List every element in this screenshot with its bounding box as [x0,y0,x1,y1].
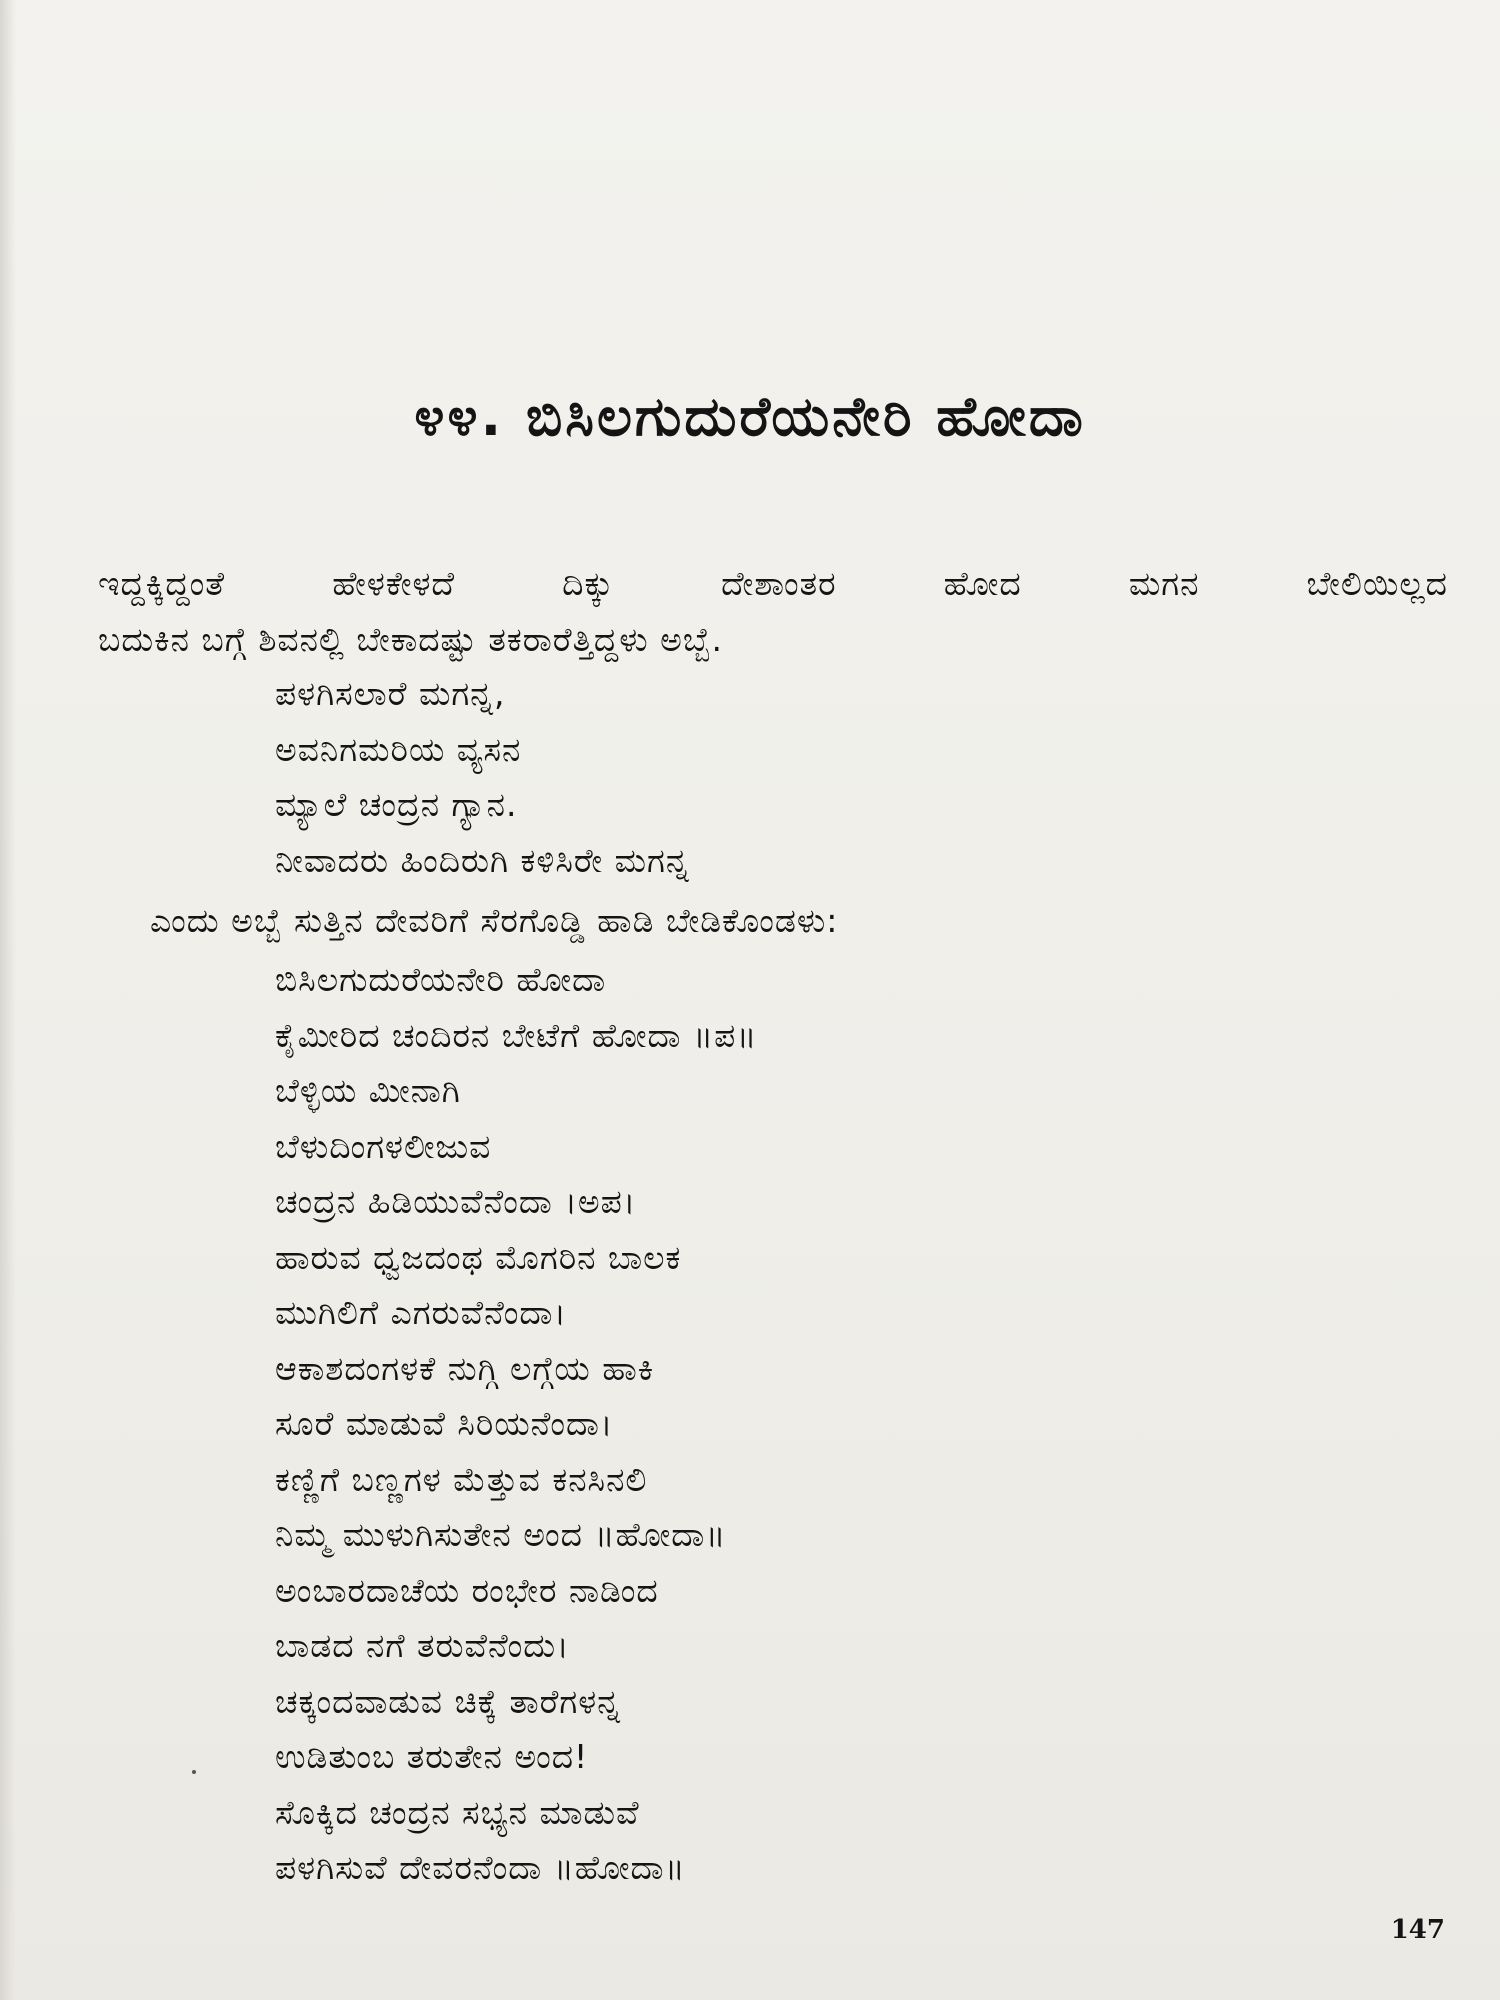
song-line: ಕೈಮೀರಿದ ಚಂದಿರನ ಬೇಟೆಗೆ ಹೋದಾ ॥ಪ॥ [275,1015,758,1055]
song-line: ಬೆಳ್ಳಿಯ ಮೀನಾಗಿ [275,1071,461,1110]
song-line: ಕಣ್ಣಿಗೆ ಬಣ್ಣಗಳ ಮೆತ್ತುವ ಕನಸಿನಲಿ [275,1459,648,1499]
song-line: ಸೊಕ್ಕಿದ ಚಂದ್ರನ ಸಭ್ಯನ ಮಾಡುವೆ [275,1792,640,1832]
song-line: ಆಕಾಶದಂಗಳಕೆ ನುಗ್ಗಿ ಲಗ್ಗೆಯ ಹಾಕಿ [275,1348,655,1388]
song-line: ಸೂರೆ ಮಾಡುವೆ ಸಿರಿಯನೆಂದಾ। [275,1404,614,1443]
song-line: ಚಂದ್ರನ ಹಿಡಿಯುವೆನೆಂದಾ ।ಅಪ। [275,1182,637,1221]
song-line: ಚಕ್ಕಂದವಾಡುವ ಚಿಕ್ಕೆ ತಾರೆಗಳನ್ನ [275,1681,621,1721]
page-number: 147 [1390,1915,1445,1945]
verse-stanza-1 [275,666,1375,888]
page-gutter-shadow [0,0,16,2000]
song-line: ಉಡಿತುಂಬ ತರುತೇನ ಅಂದ! [275,1737,589,1776]
chapter-title: ೪೪. ಬಿಸಿಲಗುದುರೆಯನೇರಿ ಹೋದಾ [414,385,1086,448]
verse-line: ಮ್ಯಾಲೆ ಚಂದ್ರನ ಗ್ಯಾನ. [275,785,518,824]
song-verses [275,952,1375,1896]
song-line: ಹಾರುವ ಧ್ವಜದಂಥ ಮೊಗರಿನ ಬಾಲಕ [275,1237,682,1277]
invocation-line: ಎಂದು ಅಬ್ಬೆ ಸುತ್ತಿನ ದೇವರಿಗೆ ಸೆರಗೊಡ್ಡಿ ಹಾಡಿ ಬೇಡಿಕೊಂಡಳು: [150,901,839,940]
song-line: ಬಾಡದ ನಗೆ ತರುವೆನೆಂದು। [275,1626,570,1665]
intro-paragraph-line-1: ಇದ್ದಕ್ಕಿದ್ದಂತೆ ಹೇಳಕೇಳದೆ ದಿಕ್ಕು ದೇಶಾಂತರ ಹೋದ ಮಗನ ಬೇಲಿಯಿಲ್ಲದ [98,564,1448,603]
song-line: ಅಂಬಾರದಾಚೆಯ ರಂಭೇರ ನಾಡಿಂದ [275,1570,659,1610]
song-line: ಬಿಸಿಲಗುದುರೆಯನೇರಿ ಹೋದಾ [275,960,607,999]
song-line: ಮುಗಿಲಿಗೆ ಎಗರುವೆನೆಂದಾ। [275,1293,567,1332]
ink-speck [192,1770,196,1774]
intro-paragraph-line-2: ಬದುಕಿನ ಬಗ್ಗೆ ಶಿವನಲ್ಲಿ ಬೇಕಾದಷ್ಟು ತಕರಾರೆತ್ತಿದ್ದಳು ಅಬ್ಬೆ. [98,620,723,659]
verse-line: ಅವನಿಗಮರಿಯ ವ್ಯಸನ [275,729,522,769]
verse-line: ನೀವಾದರು ಹಿಂದಿರುಗಿ ಕಳಿಸಿರೇ ಮಗನ್ನ [275,840,690,880]
song-line: ಪಳಗಿಸುವೆ ದೇವರನೆಂದಾ ॥ಹೋದಾ॥ [275,1848,686,1887]
song-line: ನಿಮ್ಮ ಮುಳುಗಿಸುತೇನ ಅಂದ ॥ಹೋದಾ॥ [275,1515,727,1554]
verse-line: ಪಳಗಿಸಲಾರೆ ಮಗನ್ನ, [275,674,506,713]
song-line: ಬೆಳುದಿಂಗಳಲೀಜುವ [275,1126,492,1166]
